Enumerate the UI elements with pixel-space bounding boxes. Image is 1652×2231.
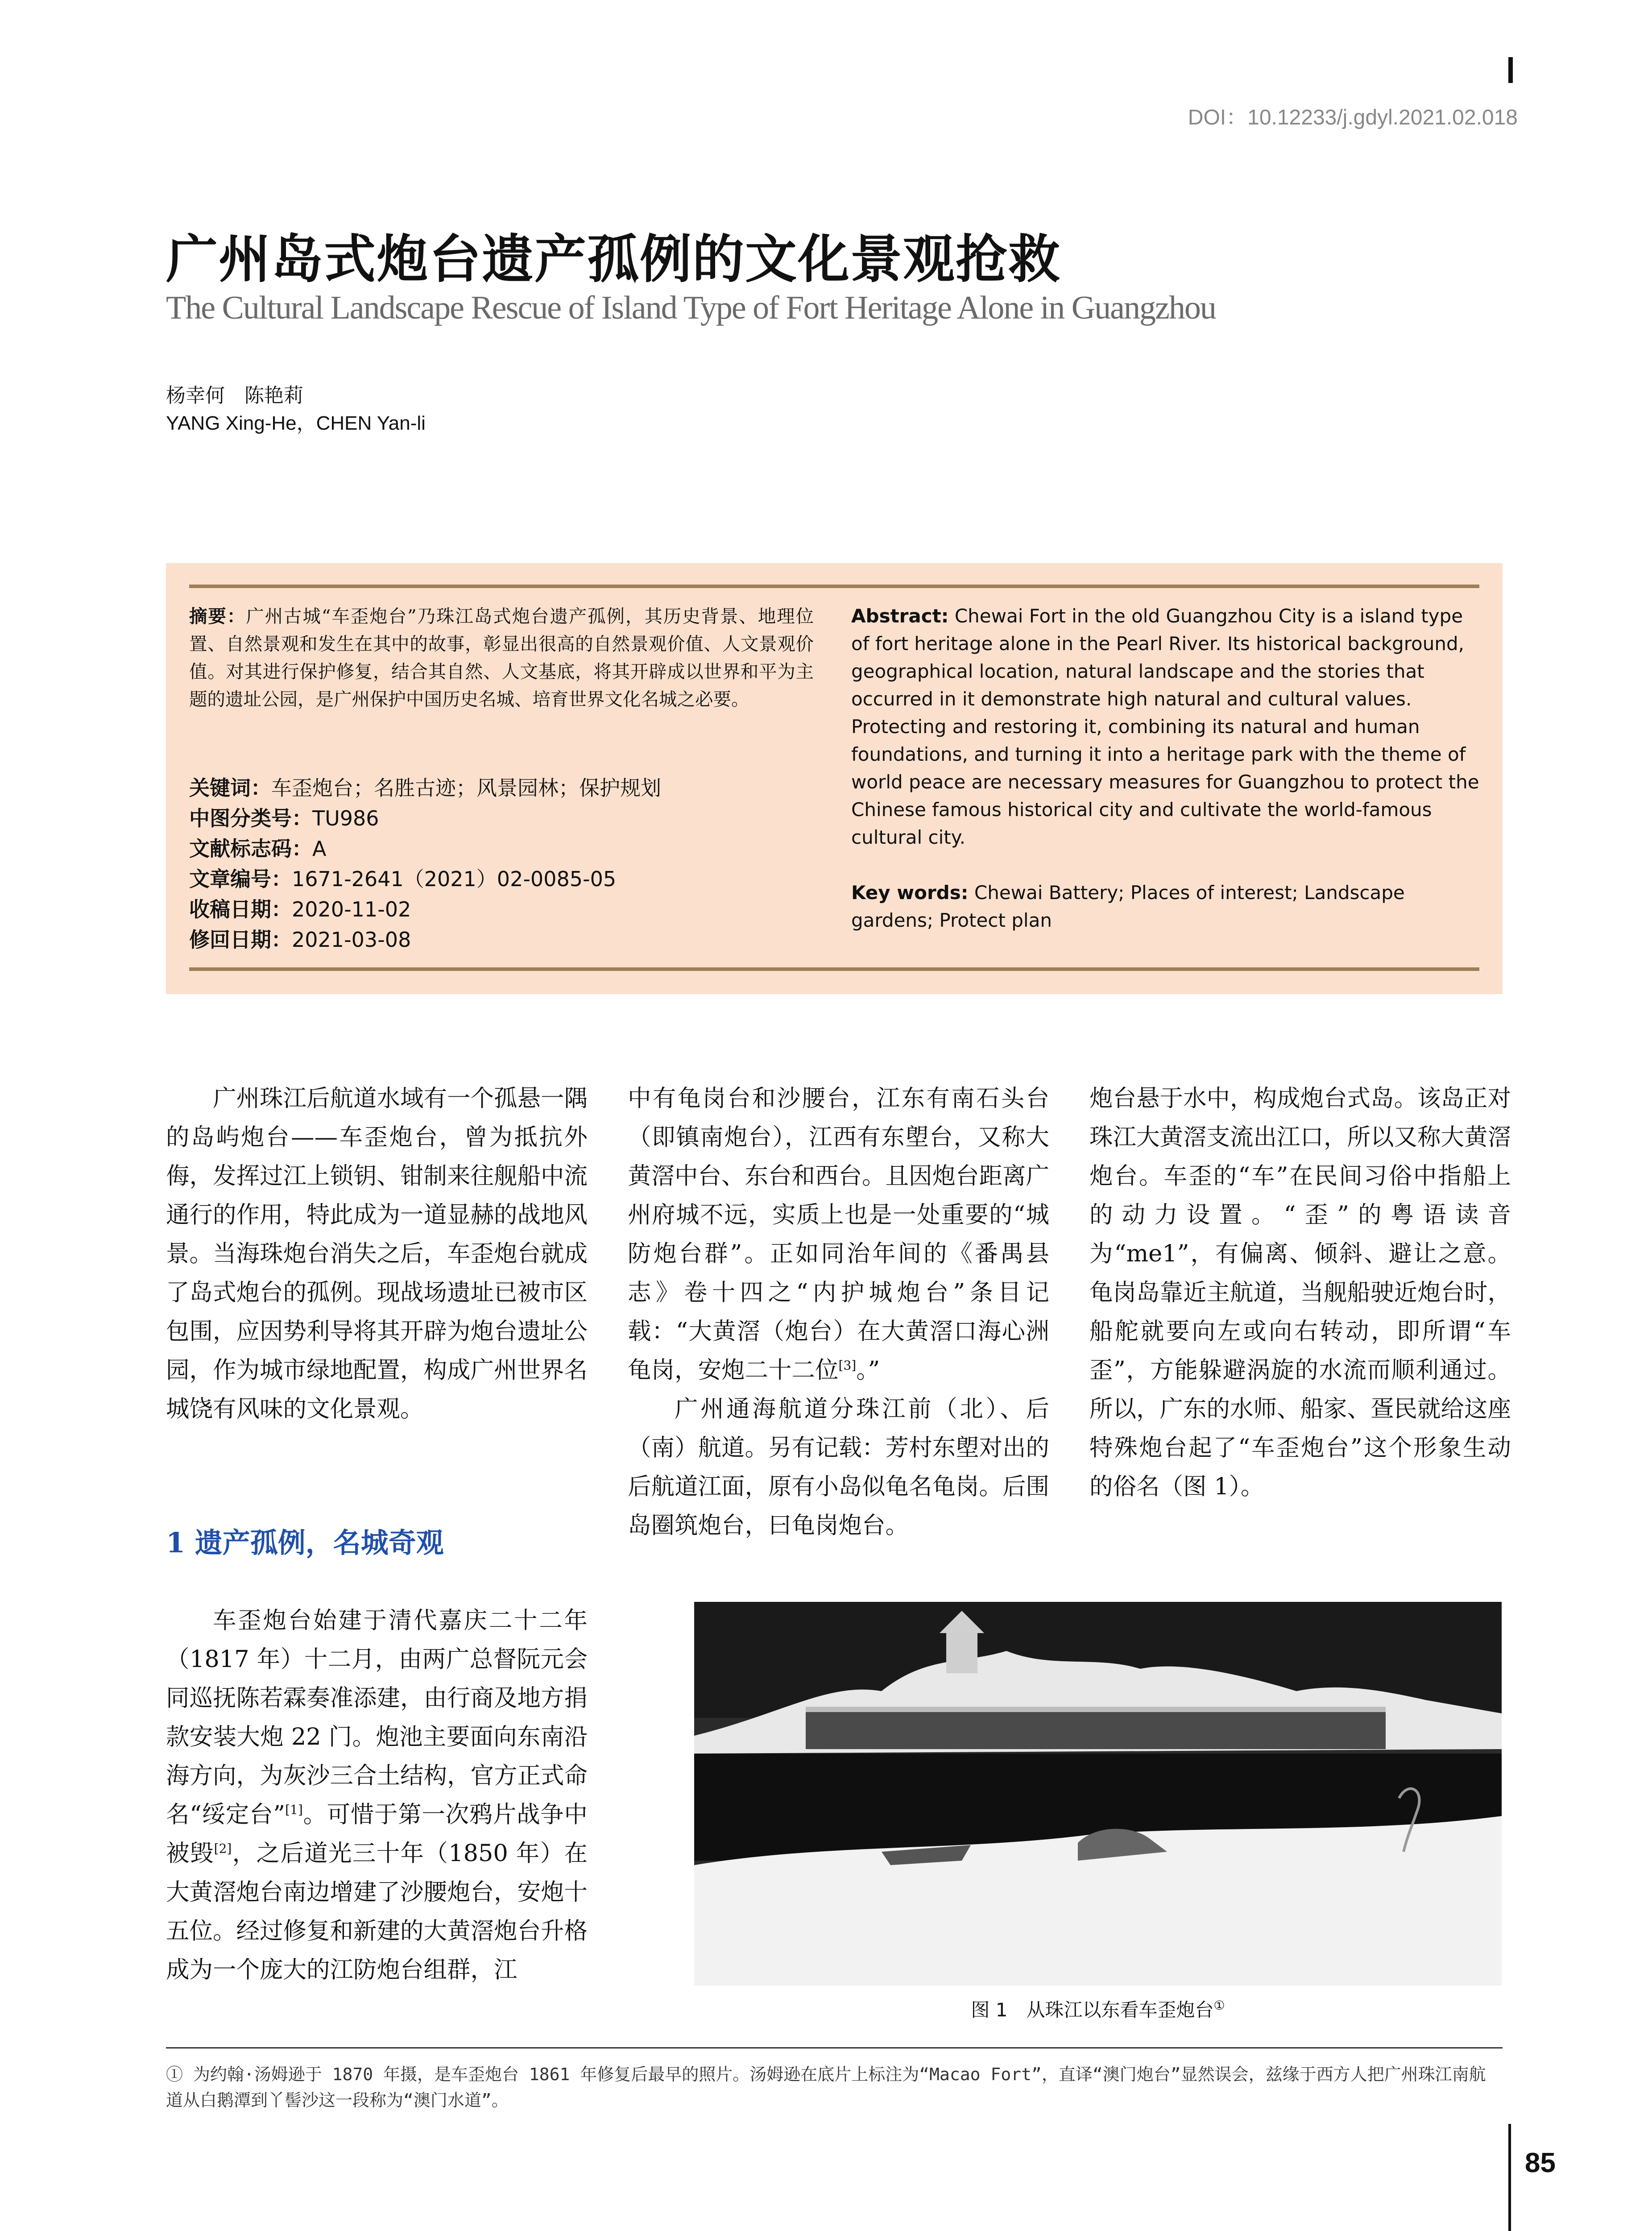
document-code-value: A bbox=[312, 837, 327, 861]
page-number-rule bbox=[1508, 2124, 1511, 2231]
citation-ref[interactable]: [2] bbox=[214, 1841, 232, 1856]
article-number-value: 1671-2641（2021）02-0085-05 bbox=[292, 867, 617, 891]
classification-value: TU986 bbox=[312, 806, 379, 830]
abstract-bottom-rule bbox=[189, 967, 1479, 971]
figure-caption bbox=[694, 1995, 1502, 2022]
abstract-text-en: Chewai Fort in the old Guangzhou City is a island type of fort heritage alone in the Pearl River. Its historical background, geographical location, natural landscape and the stories that occurred in it demonstrate high natural and cultural values. Protecting and restoring it, combining its natural and human foundations, and turning it into a heritage park with the theme of world peace are necessary measures for Guangzhou to protect the Chinese famous historical city and cultivate the world-famous cultural city. bbox=[851, 605, 1479, 848]
keywords-line bbox=[189, 773, 814, 803]
abstract-label-zh: 摘要： bbox=[189, 605, 246, 627]
figure-caption-text: 图 1 从珠江以东看车歪炮台 bbox=[971, 1999, 1214, 2021]
doi[interactable]: DOI：10.12233/j.gdyl.2021.02.018 bbox=[1188, 106, 1518, 129]
citation-ref[interactable]: [1] bbox=[285, 1802, 303, 1817]
paragraph: 广州通海航道分珠江前（北）、后（南）航道。另有记载：芳村东塱对出的后航道江面，原有小岛似龟名龟岗。后围岛圈筑炮台，曰龟岗炮台。 bbox=[628, 1395, 1050, 1539]
keywords-text-en: Chewai Battery; Places of interest; Landscape gardens; Protect plan bbox=[851, 882, 1405, 931]
paragraph bbox=[628, 1079, 1049, 1389]
text-run: 。” bbox=[856, 1356, 880, 1384]
text-run: 中有龟岗台和沙腰台，江东有南石头台（即镇南炮台），江西有东塱台，又称大黄滘中台、东台和西台。且因炮台距离广州府城不远，实质上也是一处重要的“城防炮台群”。正如同治年间的《番禺县志》卷十四之“内护城炮台”条目记载：“大黄滘（炮台）在大黄滘口海心洲龟岗，安炮二十二位 bbox=[628, 1085, 1050, 1384]
fort-photo-illustration bbox=[694, 1602, 1502, 1986]
text-run: ，之后道光三十年（1850 年）在大黄滘炮台南边增建了沙腰炮台，安炮十五位。经过修复和新建的大黄滘炮台升格成为一个庞大的江防炮台组群，江 bbox=[166, 1840, 588, 1983]
revised-date-value: 2021-03-08 bbox=[292, 928, 411, 952]
abstract-text-zh: 广州古城“车歪炮台”乃珠江岛式炮台遗产孤例，其历史背景、地理位置、自然景观和发生在其中的故事，彰显出很高的自然景观价值、人文景观价值。对其进行保护修复，结合其自然、人文基底，将其开辟成以世界和平为主题的遗址公园，是广州保护中国历史名城、培育世界文化名城之必要。 bbox=[189, 605, 814, 710]
footnote-divider bbox=[166, 2047, 1503, 2049]
abstract-label-en: Abstract: bbox=[851, 605, 949, 627]
keywords-english bbox=[851, 879, 1480, 934]
abstract-top-rule bbox=[189, 585, 1479, 588]
section-heading: 1 遗产孤例，名城奇观 bbox=[166, 1526, 444, 1559]
keywords-label-en: Key words: bbox=[851, 882, 969, 904]
figure-photo bbox=[694, 1602, 1502, 1986]
article-number-line bbox=[189, 864, 814, 894]
authors-chinese: 杨幸何 陈艳莉 bbox=[166, 384, 303, 407]
paragraph bbox=[166, 1601, 588, 1989]
article-metadata bbox=[189, 773, 814, 955]
document-code-line bbox=[189, 834, 814, 864]
received-date-label: 收稿日期： bbox=[189, 897, 292, 921]
page-number: 85 bbox=[1525, 2148, 1556, 2178]
classification-line bbox=[189, 803, 814, 834]
received-date-line bbox=[189, 894, 814, 925]
title-english: The Cultural Landscape Rescue of Island Type of Fort Heritage Alone in Guangzhou bbox=[166, 290, 1216, 326]
abstract-box bbox=[166, 563, 1503, 994]
footnote: ① 为约翰·汤姆逊于 1870 年摄，是车歪炮台 1861 年修复后最早的照片。汤姆逊在底片上标注为“Macao Fort”，直译“澳门炮台”显然误会，兹缘于西方人把广州珠江南航道从白鹅潭到丫髻沙这一段称为“澳门水道”。 bbox=[166, 2065, 1486, 2110]
received-date-value: 2020-11-02 bbox=[292, 897, 411, 921]
revised-date-line bbox=[189, 925, 814, 955]
text-run: 。可惜于第一次鸦片战争中被毁 bbox=[166, 1801, 588, 1867]
classification-label: 中图分类号： bbox=[189, 806, 312, 830]
body-column-3 bbox=[1089, 1079, 1511, 1506]
header-mark bbox=[1508, 57, 1513, 83]
abstract-english bbox=[851, 602, 1480, 851]
paragraph: 广州珠江后航道水域有一个孤悬一隅的岛屿炮台——车歪炮台，曾为抵抗外侮，发挥过江上锁钥、钳制来往舰船中流通行的作用，特此成为一道显赫的战地风景。当海珠炮台消失之后，车歪炮台就成了岛式炮台的孤例。现战场遗址已被市区包围，应因势利导将其开辟为炮台遗址公园，作为城市绿地配置，构成广州世界名城饶有风味的文化景观。 bbox=[166, 1085, 588, 1422]
footnote-ref[interactable]: ① bbox=[1213, 1998, 1225, 2013]
body-column-1-bottom bbox=[166, 1601, 588, 1989]
text-run: 车歪炮台始建于清代嘉庆二十二年（1817 年）十二月，由两广总督阮元会同巡抚陈若霖奏准添建，由行商及地方捐款安装大炮 22 门。炮池主要面向东南沿海方向，为灰沙三合土结构，官方正式命名“绥定台” bbox=[166, 1607, 588, 1828]
article-number-label: 文章编号： bbox=[189, 867, 292, 891]
authors-english: YANG Xing-He，CHEN Yan-li bbox=[166, 412, 426, 434]
abstract-chinese bbox=[189, 602, 814, 713]
body-column-2 bbox=[628, 1079, 1049, 1545]
paragraph: 炮台悬于水中，构成炮台式岛。该岛正对珠江大黄滘支流出江口，所以又称大黄滘炮台。车歪的“车”在民间习俗中指船上的动力设置。“歪”的粤语读音为“me1”，有偏离、倾斜、避让之意。龟岗岛靠近主航道，当舰船驶近炮台时，船舵就要向左或向右转动，即所谓“车歪”，方能躲避涡旋的水流而顺利通过。所以，广东的水师、船家、疍民就给这座特殊炮台起了“车歪炮台”这个形象生动的俗名（图 1）。 bbox=[1089, 1085, 1511, 1500]
document-code-label: 文献标志码： bbox=[189, 837, 312, 861]
citation-ref[interactable]: [3] bbox=[838, 1358, 857, 1373]
body-column-1-top bbox=[166, 1079, 588, 1428]
keywords-label: 关键词： bbox=[189, 776, 271, 800]
revised-date-label: 修回日期： bbox=[189, 928, 292, 952]
title-chinese: 广州岛式炮台遗产孤例的文化景观抢救 bbox=[166, 229, 1061, 290]
keywords-value: 车歪炮台；名胜古迹；风景园林；保护规划 bbox=[271, 776, 661, 800]
